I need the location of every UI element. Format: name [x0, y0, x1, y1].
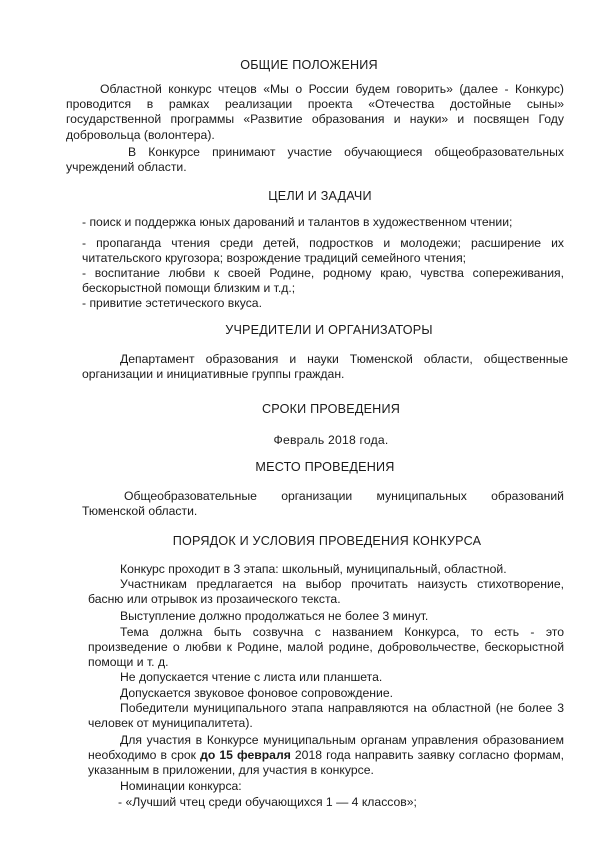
procedure-no-reading: Не допускается чтение с листа или планшета.: [120, 670, 383, 684]
goals-item-2: - пропаганда чтения среди детей, подростков и молодежи; расширение их читательского кругозора; возрождение традиций семейного чтения;: [82, 236, 564, 266]
heading-place: МЕСТО ПРОВЕДЕНИЯ: [255, 460, 395, 474]
place-paragraph: Общеобразовательные организации муниципальных образований Тюменской области.: [82, 489, 564, 519]
goals-item-3: - воспитание любви к своей Родине, родному краю, чувства сопереживания, бескорыстной помощи близким и т.д.;: [82, 266, 564, 296]
dates-value: Февраль 2018 года.: [273, 433, 389, 447]
goals-item-4: - привитие эстетического вкуса.: [82, 296, 262, 310]
general-paragraph-2: В Конкурсе принимают участие обучающиеся общеобразовательных учреждений области.: [66, 145, 564, 175]
procedure-apply: [88, 733, 564, 779]
apply-text-b: 2018 года направить заявку согласно формам, указанным в приложении, для участия в конкурсе.: [88, 748, 564, 778]
heading-dates: СРОКИ ПРОВЕДЕНИЯ: [261, 402, 401, 416]
procedure-theme: Тема должна быть созвучна с названием Конкурса, то есть - это произведение о любви к Родине, малой родине, добровольчестве, бескорыстной помощи и т. д.: [88, 625, 564, 670]
procedure-duration: Выступление должно продолжаться не более 3 минут.: [120, 609, 429, 623]
nomination-1: - «Лучший чтец среди обучающихся 1 — 4 классов»;: [118, 795, 417, 809]
heading-founders: УЧРЕДИТЕЛИ И ОРГАНИЗАТОРЫ: [225, 323, 433, 337]
founders-paragraph: Департамент образования и науки Тюменской области, общественные организации и инициативные группы граждан.: [82, 352, 568, 382]
procedure-nominations: Номинации конкурса:: [120, 779, 242, 793]
apply-text-a: Для участия в Конкурсе муниципальным органам управления образованием необходимо в срок: [88, 733, 564, 763]
procedure-sound: Допускается звуковое фоновое сопровождение.: [120, 686, 393, 700]
procedure-winners: Победители муниципального этапа направляются на областной (не более 3 человек от муниципалитета).: [88, 701, 564, 731]
procedure-choice: Участникам предлагается на выбор прочитать наизусть стихотворение, басню или отрывок из прозаического текста.: [88, 577, 564, 607]
heading-goals: ЦЕЛИ И ЗАДАЧИ: [268, 189, 372, 203]
goals-item-1: - поиск и поддержка юных дарований и талантов в художественном чтении;: [82, 215, 513, 229]
general-paragraph-1: Областной конкурс чтецов «Мы о России будем говорить» (далее - Конкурс) проводится в рамках реализации проекта «Отечества достойные сыны» государственной программы «Развитие образования и науки» и посвящен Году добровольца (волонтера).: [66, 82, 564, 142]
apply-deadline: до 15 февраля: [200, 748, 291, 763]
heading-general: ОБЩИЕ ПОЛОЖЕНИЯ: [240, 58, 378, 72]
heading-procedure: ПОРЯДОК И УСЛОВИЯ ПРОВЕДЕНИЯ КОНКУРСА: [172, 534, 482, 548]
procedure-stages: Конкурс проходит в 3 этапа: школьный, муниципальный, областной.: [120, 562, 507, 576]
